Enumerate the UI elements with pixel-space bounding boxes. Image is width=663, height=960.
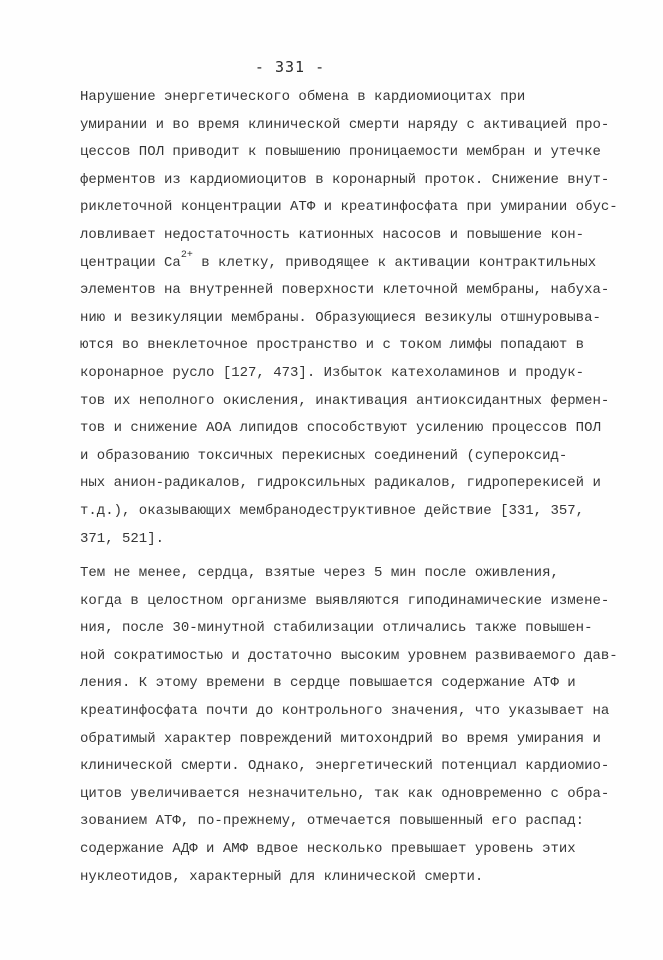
text-line: зованием АТФ, по-прежнему, отмечается повышенный его распад: — [80, 813, 585, 830]
text-line: ются во внеклеточное пространство и с током лимфы попадают в — [80, 337, 585, 354]
text-line: Нарушение энергетического обмена в кардиомиоцитах при — [80, 89, 526, 105]
text-line: креатинфосфата почти до контрольного значения, что указывает на — [80, 703, 610, 720]
calcium-rest: в клетку, приводящее к активации контрактильных — [192, 254, 597, 271]
text-line: клинической смерти. Однако, энергетический потенциал кардиомио- — [80, 758, 610, 775]
text-line: обратимый характер повреждений митохондрий во время умирания и — [80, 730, 601, 747]
text-line: 371, 521]. — [80, 530, 165, 547]
text-line-calcium — [80, 249, 597, 278]
text-line: тов их неполного окисления, инактивация антиоксидантных фермен- — [80, 392, 610, 409]
page-number: - 331 - — [254, 58, 326, 76]
text-line: ловливает недостаточность катионных насосов и повышение кон- — [80, 226, 585, 243]
text-line: цитов увеличивается незначительно, так как одновременно с обра- — [80, 785, 610, 802]
text-line: т.д.), оказывающих мембранодеструктивное действие [331, 357, — [80, 502, 585, 519]
paragraph-gap — [80, 553, 580, 560]
calcium-prefix: центрации Ca — [80, 254, 181, 271]
text-line: ферментов из кардиомиоцитов в коронарный проток. Снижение внут- — [80, 171, 610, 188]
text-line: цессов ПОЛ приводит к повышению проницаемости мембран и утечке — [80, 144, 601, 161]
text-line: Тем не менее, сердца, взятые через 5 мин после оживления, — [80, 565, 559, 582]
text-line: ния, после 30-минутной стабилизации отличались также повышен- — [80, 620, 593, 637]
text-line: ных анион-радикалов, гидроксильных радикалов, гидроперекисей и — [80, 475, 601, 492]
text-line: тов и снижение АОА липидов способствуют усилению процессов ПОЛ — [80, 420, 601, 437]
text-line: ной сократимостью и достаточно высоким уровнем развиваемого дав- — [80, 647, 618, 664]
calcium-superscript: 2+ — [180, 249, 193, 261]
text-line: риклеточной концентрации АТФ и креатинфосфата при умирании обус- — [80, 199, 618, 216]
text-line: умирании и во время клинической смерти наряду с активацией про- — [80, 116, 610, 133]
text-line: нию и везикуляции мембраны. Образующиеся везикулы отшнуровыва- — [80, 309, 601, 326]
text-line: ления. К этому времени в сердце повышается содержание АТФ и — [80, 675, 576, 692]
text-line: коронарное русло [127, 473]. Избыток катехоламинов и продук- — [80, 364, 585, 381]
body-text — [80, 84, 618, 891]
text-line: элементов на внутренней поверхности клеточной мембраны, набуха- — [80, 282, 610, 299]
text-line: когда в целостном организме выявляются гиподинамические измене- — [80, 592, 610, 609]
text-line: содержание АДФ и АМФ вдвое несколько превышает уровень этих — [80, 841, 576, 858]
text-line: и образованию токсичных перекисных соединений (супероксид- — [80, 447, 568, 464]
text-line: нуклеотидов, характерный для клинической смерти. — [80, 868, 484, 885]
